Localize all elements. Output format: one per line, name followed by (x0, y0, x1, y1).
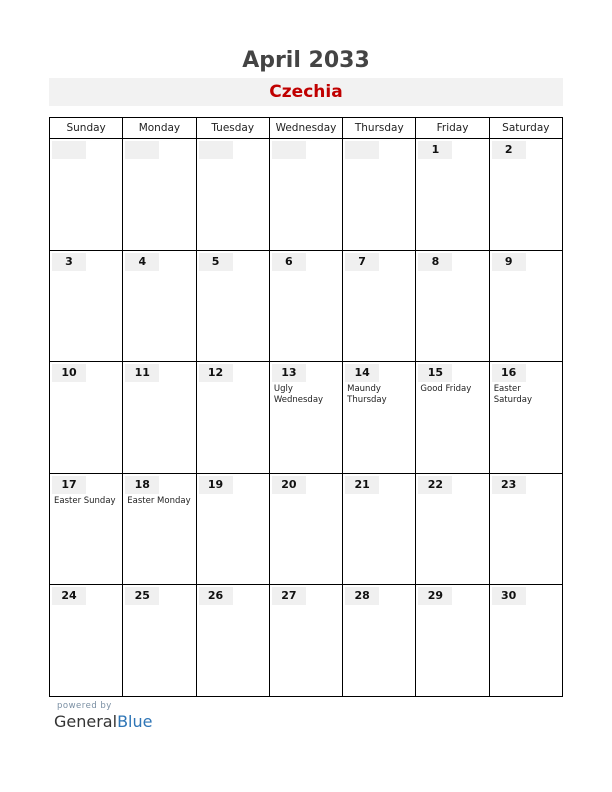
brand-blue: Blue (117, 712, 153, 731)
day-cell (416, 474, 489, 586)
day-number: 19 (199, 476, 233, 494)
day-number (345, 141, 379, 159)
day-number: 15 (418, 364, 452, 382)
day-number: 1 (418, 141, 452, 159)
day-cell (416, 251, 489, 363)
day-number: 6 (272, 253, 306, 271)
day-cell (343, 139, 416, 251)
day-number: 2 (492, 141, 526, 159)
day-number: 3 (52, 253, 86, 271)
day-cell (50, 139, 123, 251)
page-title: April 2033 (242, 48, 370, 73)
day-cell (50, 362, 123, 474)
day-cell (490, 251, 563, 363)
day-cell (343, 251, 416, 363)
day-cell (343, 585, 416, 697)
weekday-friday: Friday (416, 118, 489, 139)
day-cell (416, 139, 489, 251)
day-number: 29 (418, 587, 452, 605)
day-cell (490, 362, 563, 474)
weekday-sunday: Sunday (50, 118, 123, 139)
holiday-label: Easter Monday (127, 495, 191, 506)
holiday-label: Ugly Wednesday (273, 384, 324, 406)
day-cell (50, 474, 123, 586)
day-number: 23 (492, 476, 526, 494)
week-row (50, 474, 563, 586)
day-number: 4 (125, 253, 159, 271)
day-number: 12 (199, 364, 233, 382)
brand-general: General (54, 712, 118, 731)
day-cell (197, 139, 270, 251)
weekday-monday: Monday (123, 118, 196, 139)
day-number: 27 (272, 587, 306, 605)
day-number: 17 (52, 476, 86, 494)
day-number: 18 (125, 476, 159, 494)
day-cell (270, 585, 343, 697)
day-cell (123, 585, 196, 697)
day-cell (270, 362, 343, 474)
day-number: 7 (345, 253, 379, 271)
day-cell (197, 362, 270, 474)
day-cell (343, 474, 416, 586)
day-cell (490, 139, 563, 251)
day-number (272, 141, 306, 159)
day-cell (270, 251, 343, 363)
day-cell (123, 251, 196, 363)
day-cell (50, 251, 123, 363)
day-number (125, 141, 159, 159)
day-number: 21 (345, 476, 379, 494)
week-row (50, 585, 563, 697)
day-cell (197, 585, 270, 697)
weekday-thursday: Thursday (343, 118, 416, 139)
day-cell (343, 362, 416, 474)
day-number (199, 141, 233, 159)
weekday-header-row (50, 118, 563, 139)
day-number (52, 141, 86, 159)
day-number: 25 (125, 587, 159, 605)
day-cell (416, 362, 489, 474)
calendar-grid (49, 117, 563, 697)
day-cell (123, 474, 196, 586)
day-number: 13 (272, 364, 306, 382)
day-cell (490, 585, 563, 697)
holiday-label: Good Friday (420, 384, 472, 395)
powered-by-label: powered by (57, 701, 112, 711)
week-row (50, 362, 563, 474)
week-row (50, 139, 563, 251)
holiday-label: Easter Sunday (54, 495, 116, 506)
country-name: Czechia (49, 78, 563, 106)
day-number: 24 (52, 587, 86, 605)
weekday-saturday: Saturday (490, 118, 563, 139)
day-number: 14 (345, 364, 379, 382)
day-number: 22 (418, 476, 452, 494)
day-number: 30 (492, 587, 526, 605)
footer-branding (54, 701, 152, 731)
day-number: 26 (199, 587, 233, 605)
day-number: 8 (418, 253, 452, 271)
day-cell (123, 139, 196, 251)
day-cell (416, 585, 489, 697)
holiday-label: Maundy Thursday (347, 384, 387, 406)
day-cell (490, 474, 563, 586)
day-number: 10 (52, 364, 86, 382)
day-number: 11 (125, 364, 159, 382)
day-cell (123, 362, 196, 474)
day-number: 20 (272, 476, 306, 494)
day-cell (50, 585, 123, 697)
day-number: 9 (492, 253, 526, 271)
day-number: 5 (199, 253, 233, 271)
weekday-wednesday: Wednesday (270, 118, 343, 139)
day-number: 16 (492, 364, 526, 382)
holiday-label: Easter Saturday (493, 384, 532, 406)
weekday-tuesday: Tuesday (197, 118, 270, 139)
day-cell (270, 139, 343, 251)
day-cell (197, 474, 270, 586)
day-cell (270, 474, 343, 586)
day-number: 28 (345, 587, 379, 605)
day-cell (197, 251, 270, 363)
week-row (50, 251, 563, 363)
brand-logo (54, 712, 152, 731)
